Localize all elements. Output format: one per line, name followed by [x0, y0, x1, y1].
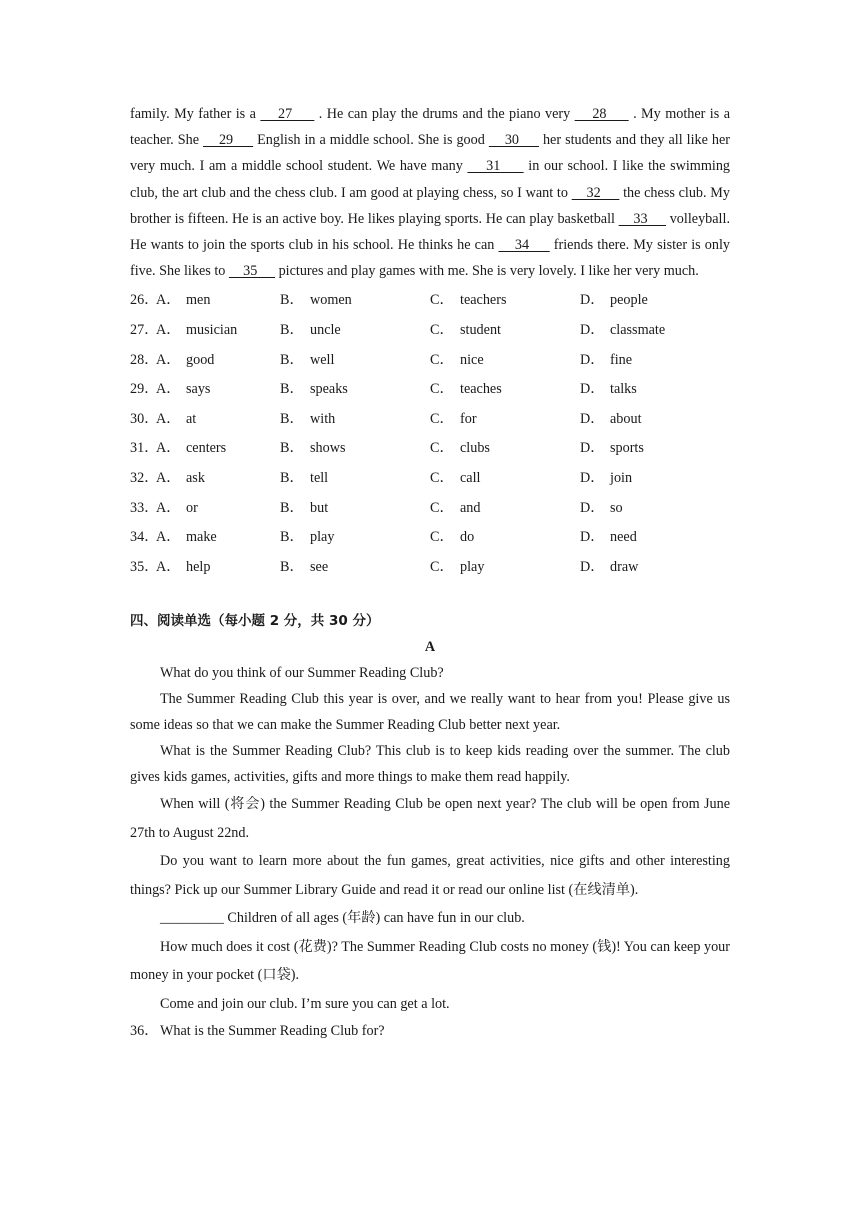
question-number: 30．	[130, 410, 159, 427]
option-a: help	[186, 558, 211, 575]
question-number: 34．	[130, 529, 159, 546]
question-36	[130, 1018, 730, 1044]
option-b: but	[310, 499, 329, 516]
reading-paragraph: Come and join our club. I’m sure you can get a lot.	[160, 995, 450, 1012]
option-a: men	[186, 292, 211, 309]
question-text: What is the Summer Reading Club for?	[160, 1023, 385, 1040]
option-letter: C．	[430, 322, 454, 339]
question-number: 26．	[130, 292, 159, 309]
option-letter: A．	[156, 529, 181, 546]
option-a: ask	[186, 469, 205, 486]
reading-paragraph: The Summer Reading Club this year is over, and we really want to hear from you! Please give us some ideas so that we can make the Summer Reading Club better next year.	[130, 691, 730, 734]
option-b: see	[310, 558, 329, 575]
passage-text: . He can play the drums and the piano very	[314, 106, 575, 122]
option-c: nice	[460, 351, 484, 368]
option-letter: D．	[580, 529, 605, 546]
option-a: says	[186, 381, 211, 398]
reading-paragraph: How much does it cost (花费)? The Summer Reading Club costs no money (钱)! You can keep your money in your pocket (口袋).	[130, 938, 730, 984]
blank-30: 30	[488, 132, 539, 149]
question-number: 36．	[130, 1023, 159, 1040]
option-row-30	[130, 405, 730, 435]
option-b: play	[310, 529, 335, 546]
cloze-passage	[130, 101, 730, 284]
option-letter: B．	[280, 410, 304, 427]
option-a: musician	[186, 322, 238, 339]
option-row-35	[130, 553, 730, 583]
question-number: 35．	[130, 558, 159, 575]
option-letter: B．	[280, 351, 304, 368]
option-c: and	[460, 499, 481, 516]
option-c: call	[460, 469, 481, 486]
option-c: play	[460, 558, 485, 575]
option-letter: B．	[280, 381, 304, 398]
option-letter: A．	[156, 469, 181, 486]
question-number: 28．	[130, 351, 159, 368]
blank-31: 31	[467, 158, 524, 175]
option-row-33	[130, 494, 730, 524]
option-letter: B．	[280, 558, 304, 575]
option-d: need	[610, 529, 637, 546]
option-row-34	[130, 523, 730, 553]
passage-text: . My mother is a teacher. She	[130, 106, 730, 149]
passage-text: volleyball. He wants to join the sports club in his school. He thinks he can	[130, 210, 730, 254]
blank-28: 28	[574, 106, 629, 122]
option-d: draw	[610, 558, 639, 575]
option-letter: C．	[430, 558, 454, 575]
question-number: 33．	[130, 499, 159, 516]
option-letter: B．	[280, 469, 304, 486]
option-letter: C．	[430, 292, 454, 309]
option-b: well	[310, 351, 335, 368]
option-d: sports	[610, 440, 644, 457]
option-letter: C．	[430, 529, 454, 546]
option-c: teachers	[460, 292, 507, 309]
option-letter: D．	[580, 381, 605, 398]
section-title: 四、阅读单选（每小题 2 分，共 30 分）	[130, 613, 380, 630]
blank-27: 27	[260, 106, 315, 122]
option-row-27	[130, 316, 730, 346]
option-d: about	[610, 410, 642, 427]
option-letter: D．	[580, 499, 605, 516]
blank-34: 34	[498, 237, 550, 254]
option-letter: D．	[580, 469, 605, 486]
option-letter: B．	[280, 292, 304, 309]
passage-text: family. My father is a	[130, 106, 261, 122]
question-number: 32．	[130, 469, 159, 486]
option-letter: C．	[430, 440, 454, 457]
option-d: people	[610, 292, 648, 309]
option-letter: B．	[280, 322, 304, 339]
option-letter: A．	[156, 558, 181, 575]
passage-text: English in a middle school. She is good	[253, 132, 489, 149]
option-letter: B．	[280, 529, 304, 546]
option-letter: D．	[580, 292, 605, 309]
option-letter: D．	[580, 440, 605, 457]
option-d: talks	[610, 381, 637, 398]
option-a: good	[186, 351, 215, 368]
option-b: uncle	[310, 322, 341, 339]
option-b: tell	[310, 469, 329, 486]
blank-35: 35	[228, 263, 276, 280]
option-c: clubs	[460, 440, 490, 457]
option-letter: C．	[430, 469, 454, 486]
passage-text: her students and they all like her very much. I am a middle school student. We have many	[130, 132, 731, 175]
option-row-31	[130, 434, 730, 464]
passage-text: pictures and play games with me. She is very lovely. I like her very much.	[275, 263, 699, 280]
option-letter: C．	[430, 351, 454, 368]
reading-paragraph: Do you want to learn more about the fun games, great activities, nice gifts and other interesting things? Pick up our Summer Library Guide and read it or read our online list (在线清单).	[130, 853, 730, 898]
option-a: at	[186, 410, 197, 427]
option-a: or	[186, 499, 198, 516]
reading-paragraph: _________ Children of all ages (年龄) can have fun in our club.	[160, 910, 525, 927]
option-letter: C．	[430, 381, 454, 398]
option-letter: D．	[580, 351, 605, 368]
option-letter: A．	[156, 440, 181, 457]
option-b: speaks	[310, 381, 348, 398]
option-a: make	[186, 529, 217, 546]
option-row-32	[130, 464, 730, 494]
option-c: student	[460, 322, 501, 339]
option-letter: A．	[156, 381, 181, 398]
passage-text: the chess club. My brother is fifteen. He is an active boy. He likes playing sports. He can play basketball	[130, 184, 730, 227]
option-c: for	[460, 410, 477, 427]
option-letter: D．	[580, 410, 605, 427]
option-letter: A．	[156, 351, 181, 368]
option-row-29	[130, 375, 730, 405]
option-letter: B．	[280, 499, 304, 516]
option-letter: D．	[580, 558, 605, 575]
blank-33: 33	[618, 210, 667, 227]
answer-options	[130, 286, 730, 582]
reading-paragraph: What is the Summer Reading Club? This club is to keep kids reading over the summer. The club gives kids games, activities, gifts and more things to make them read happily.	[130, 743, 730, 786]
option-b: with	[310, 410, 336, 427]
option-d: classmate	[610, 322, 666, 339]
option-c: teaches	[460, 381, 502, 398]
option-letter: A．	[156, 410, 181, 427]
reading-paragraph: What do you think of our Summer Reading Club?	[160, 665, 444, 682]
option-d: join	[610, 469, 633, 486]
option-a: centers	[186, 440, 227, 457]
passage-label: A	[424, 639, 436, 656]
passage-text: in our school. I like the swimming club, the art club and the chess club. I am good at playing chess, so I want to	[130, 158, 731, 201]
question-number: 31．	[130, 440, 159, 457]
option-d: fine	[610, 351, 633, 368]
blank-29: 29	[202, 132, 254, 149]
reading-paragraph: When will (将会) the Summer Reading Club be open next year? The club will be open from June 27th to August 22nd.	[130, 796, 730, 841]
option-d: so	[610, 499, 623, 516]
option-b: women	[310, 292, 352, 309]
option-letter: A．	[156, 292, 181, 309]
option-letter: B．	[280, 440, 304, 457]
option-row-26	[130, 286, 730, 316]
option-letter: C．	[430, 410, 454, 427]
exam-content	[130, 101, 730, 1044]
option-letter: C．	[430, 499, 454, 516]
question-number: 27．	[130, 322, 159, 339]
option-letter: D．	[580, 322, 605, 339]
passage-text: friends there. My sister is only five. She likes to	[130, 237, 730, 280]
option-b: shows	[310, 440, 346, 457]
option-letter: A．	[156, 499, 181, 516]
option-letter: A．	[156, 322, 181, 339]
option-row-28	[130, 346, 730, 376]
question-number: 29．	[130, 381, 159, 398]
blank-32: 32	[571, 184, 620, 201]
option-c: do	[460, 529, 475, 546]
